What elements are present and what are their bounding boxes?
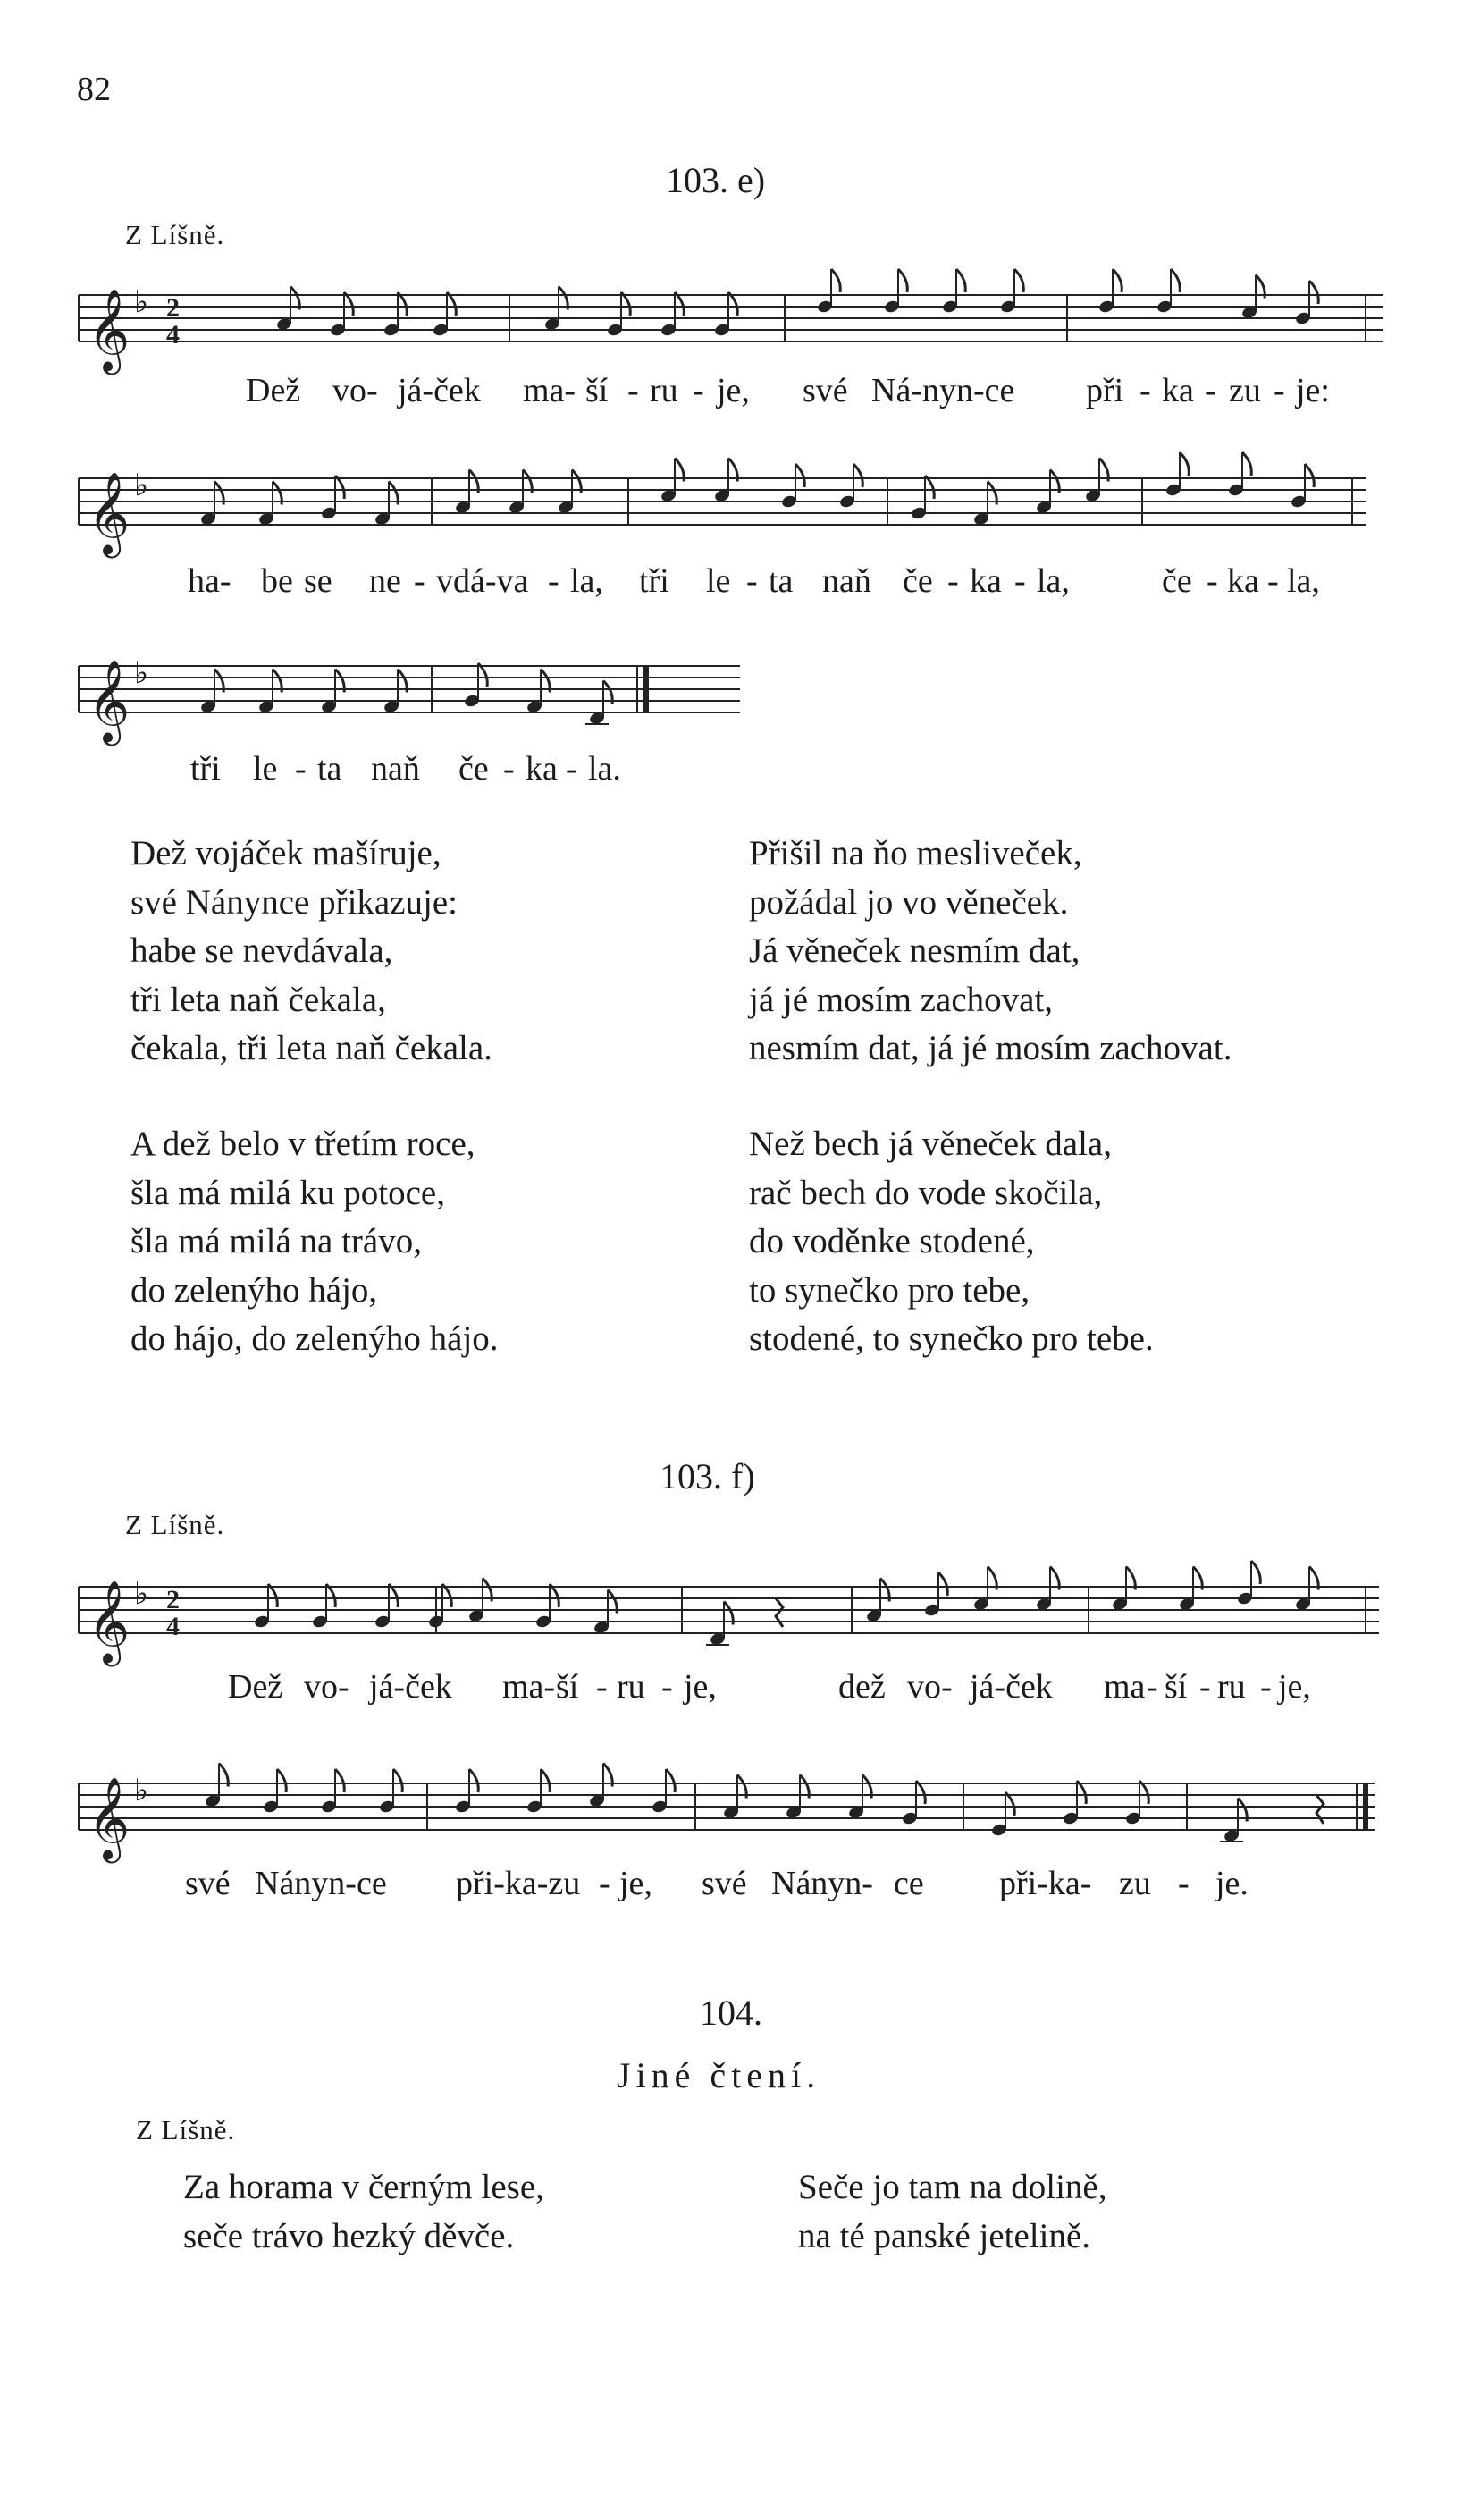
note-flag-icon bbox=[1309, 281, 1318, 304]
lyric-syllable: - bbox=[1260, 1668, 1272, 1706]
lyric-syllable: - bbox=[1205, 372, 1216, 409]
lyric-syllable: če bbox=[1162, 562, 1192, 600]
lyric-syllable: vo- bbox=[304, 1668, 349, 1706]
treble-clef-icon: 𝄞 bbox=[88, 288, 130, 371]
lyrics-line-103e-3 bbox=[0, 749, 1463, 794]
lyric-syllable: Nányn-ce bbox=[255, 1865, 387, 1902]
lyric-syllable: - bbox=[414, 562, 425, 600]
note-flag-icon bbox=[831, 269, 840, 292]
lyric-syllable: Nányn- bbox=[771, 1865, 873, 1902]
lyric-syllable: - bbox=[1199, 1668, 1211, 1706]
treble-clef-icon: 𝄞 bbox=[88, 1580, 130, 1663]
lyric-syllable: zu bbox=[1119, 1865, 1151, 1902]
lyric-syllable: be bbox=[261, 562, 293, 600]
verse-line: seče trávo hezký děvče. bbox=[183, 2216, 515, 2255]
page-number: 82 bbox=[77, 71, 111, 108]
stanza-104-1 bbox=[183, 2163, 544, 2261]
lyric-syllable: Dež bbox=[228, 1668, 283, 1706]
lyric-syllable: ru bbox=[1217, 1668, 1246, 1706]
lyric-syllable: své bbox=[702, 1865, 747, 1902]
lyric-syllable: - bbox=[1267, 562, 1279, 600]
lyric-syllable: ší bbox=[585, 372, 609, 409]
staff-svg bbox=[79, 639, 740, 746]
verse-line: Přišil na ňo mesliveček, bbox=[749, 834, 1082, 872]
lyric-syllable: ta bbox=[769, 562, 794, 600]
lyric-syllable: já-ček bbox=[398, 372, 481, 409]
song-origin-104: Z Líšně. bbox=[136, 2114, 236, 2145]
verse-line: tři leta naň čekala, bbox=[130, 980, 386, 1019]
note-flag-icon bbox=[898, 269, 907, 292]
lyric-syllable: dež bbox=[838, 1668, 886, 1706]
stanza-104-2 bbox=[798, 2163, 1106, 2261]
lyric-syllable: - bbox=[627, 372, 639, 409]
music-staff-103f-1 bbox=[79, 1560, 1379, 1667]
song-title-104: 104. bbox=[700, 1993, 762, 2033]
verse-line: já jé mosím zachovat, bbox=[749, 980, 1054, 1019]
lyrics-line-103e-2 bbox=[0, 561, 1463, 606]
verse-line: čekala, tři leta naň čekala. bbox=[130, 1029, 492, 1067]
lyric-syllable: při-ka-zu bbox=[456, 1865, 581, 1902]
verse-line: šla má milá na trávo, bbox=[130, 1222, 422, 1260]
verse-line: šla má milá ku potoce, bbox=[130, 1173, 445, 1212]
lyric-syllable: je, bbox=[1278, 1668, 1311, 1706]
lyric-syllable: - bbox=[596, 1668, 608, 1706]
note-flag-icon bbox=[1305, 464, 1314, 487]
lyric-syllable: ru bbox=[617, 1668, 645, 1706]
lyric-syllable: je. bbox=[1215, 1865, 1249, 1902]
note-flag-icon bbox=[938, 1572, 947, 1596]
flat-icon: ♭ bbox=[134, 1773, 149, 1808]
lyric-syllable: la, bbox=[1287, 562, 1320, 600]
lyric-syllable: - bbox=[746, 562, 758, 600]
lyric-syllable: zu bbox=[1229, 372, 1261, 409]
lyric-syllable: če bbox=[458, 750, 489, 788]
lyric-syllable: při bbox=[1086, 372, 1124, 409]
lyric-syllable: - bbox=[548, 562, 559, 600]
music-staff-103e-1 bbox=[79, 268, 1383, 375]
lyric-syllable: - bbox=[1274, 372, 1285, 409]
lyric-syllable: la, bbox=[570, 562, 603, 600]
lyric-syllable: - bbox=[1014, 562, 1026, 600]
lyric-syllable: ma- bbox=[523, 372, 576, 409]
verse-line: A dež belo v třetím roce, bbox=[130, 1125, 475, 1163]
lyric-syllable: - bbox=[947, 562, 959, 600]
note-flag-icon bbox=[393, 1769, 402, 1792]
lyric-syllable: tři bbox=[639, 562, 669, 600]
verse-line: Seče jo tam na dolině, bbox=[798, 2168, 1107, 2206]
lyric-syllable: tři bbox=[190, 750, 221, 788]
lyric-syllable: já-ček bbox=[970, 1668, 1053, 1706]
lyric-syllable: - bbox=[599, 1865, 610, 1902]
lyric-syllable: naň bbox=[822, 562, 871, 600]
note-flag-icon bbox=[277, 1769, 286, 1792]
verse-line: to synečko pro tebe, bbox=[749, 1270, 1030, 1310]
stanza-103e-4 bbox=[749, 1120, 1154, 1364]
lyric-syllable: při-ka- bbox=[999, 1865, 1092, 1902]
note-flag-icon bbox=[853, 464, 862, 487]
note-flag-icon bbox=[469, 1769, 478, 1792]
lyric-syllable: ha- bbox=[188, 562, 231, 600]
lyric-syllable: ce bbox=[894, 1865, 924, 1902]
verse-line: Za horama v černým lese, bbox=[183, 2168, 544, 2206]
flat-icon: ♭ bbox=[134, 468, 149, 503]
lyric-syllable: Ná-nyn-ce bbox=[871, 372, 1015, 409]
note-flag-icon bbox=[795, 464, 804, 487]
verse-line: Než bech já věneček dala, bbox=[749, 1125, 1112, 1163]
lyric-syllable: se bbox=[304, 562, 332, 600]
lyrics-line-103f-2 bbox=[0, 1864, 1463, 1909]
note-flag-icon bbox=[541, 1769, 550, 1792]
lyric-syllable: ma- bbox=[502, 1668, 556, 1706]
lyric-syllable: - bbox=[566, 750, 577, 788]
verse-line: požádal jo vo věneček. bbox=[749, 882, 1069, 922]
lyric-syllable: le bbox=[706, 562, 731, 600]
staff-svg bbox=[79, 268, 1383, 375]
lyric-syllable: ru bbox=[650, 372, 678, 409]
music-staff-103f-2 bbox=[79, 1757, 1375, 1864]
flat-icon: ♭ bbox=[134, 284, 149, 320]
quarter-rest-icon bbox=[1316, 1795, 1324, 1824]
song-subtitle-104: Jiné čtení. bbox=[617, 2055, 821, 2095]
lyric-syllable: vo- bbox=[332, 372, 378, 409]
time-signature-icon: 4 bbox=[166, 1612, 180, 1641]
lyric-syllable: - bbox=[295, 750, 307, 788]
song-title-103e: 103. e) bbox=[666, 160, 766, 200]
lyric-syllable: ší bbox=[1165, 1668, 1188, 1706]
note-flag-icon bbox=[1014, 269, 1023, 292]
note-flag-icon bbox=[1242, 452, 1251, 476]
lyric-syllable: je, bbox=[717, 372, 750, 409]
note-flag-icon bbox=[666, 1769, 675, 1792]
lyric-syllable: ka bbox=[526, 750, 558, 788]
lyric-syllable: la. bbox=[588, 750, 621, 788]
song-title-103f: 103. f) bbox=[660, 1456, 755, 1496]
lyric-syllable: ne bbox=[369, 562, 401, 600]
lyrics-line-103e-1 bbox=[0, 371, 1463, 416]
verse-line: do voděnke stodené, bbox=[749, 1222, 1035, 1260]
verse-line: do zelenýho hájo, bbox=[130, 1270, 378, 1310]
lyric-syllable: - bbox=[1207, 562, 1218, 600]
verse-line: nesmím dat, já jé mosím zachovat. bbox=[749, 1029, 1232, 1067]
time-signature-icon: 4 bbox=[166, 320, 180, 350]
lyrics-line-103f-1 bbox=[0, 1667, 1463, 1712]
lyric-syllable: vo- bbox=[907, 1668, 953, 1706]
staff-svg bbox=[79, 1757, 1375, 1864]
lyric-syllable: la, bbox=[1037, 562, 1070, 600]
verse-line: Dež vojáček mašíruje, bbox=[130, 834, 441, 872]
lyric-syllable: já-ček bbox=[369, 1668, 452, 1706]
quarter-rest-icon bbox=[776, 1598, 783, 1627]
stanza-103e-3 bbox=[130, 1120, 499, 1364]
treble-clef-icon: 𝄞 bbox=[88, 471, 130, 554]
lyric-syllable: ma bbox=[1104, 1668, 1146, 1706]
lyric-syllable: své bbox=[185, 1865, 231, 1902]
lyric-syllable: ta bbox=[317, 750, 342, 788]
lyric-syllable: - bbox=[1178, 1865, 1190, 1902]
verse-line: stodené, to synečko pro tebe. bbox=[749, 1319, 1154, 1358]
stanza-103e-2 bbox=[749, 830, 1232, 1074]
song-origin-103e: Z Líšně. bbox=[125, 219, 225, 250]
stanza-103e-1 bbox=[130, 830, 492, 1074]
verse-line: rač bech do vode skočila, bbox=[749, 1173, 1103, 1212]
treble-clef-icon: 𝄞 bbox=[88, 1776, 130, 1859]
lyric-syllable: ší bbox=[556, 1668, 579, 1706]
lyric-syllable: - bbox=[661, 1668, 673, 1706]
verse-line: Já věneček nesmím dat, bbox=[749, 931, 1080, 970]
music-staff-103e-3 bbox=[79, 639, 740, 746]
lyric-syllable: je, bbox=[684, 1668, 717, 1706]
lyric-syllable: - bbox=[503, 750, 515, 788]
note-flag-icon bbox=[956, 269, 965, 292]
lyric-syllable: vdá-va bbox=[436, 562, 529, 600]
time-signature-icon: 2 bbox=[166, 293, 180, 323]
verse-line: habe se nevdávala, bbox=[130, 931, 393, 970]
verse-line: do hájo, do zelenýho hájo. bbox=[130, 1319, 499, 1358]
staff-svg bbox=[79, 1560, 1379, 1667]
staff-svg bbox=[79, 451, 1366, 559]
time-signature-icon: 2 bbox=[166, 1585, 180, 1614]
lyric-syllable: ka bbox=[970, 562, 1002, 600]
verse-line: své Nánynce přikazuje: bbox=[130, 882, 458, 922]
lyric-syllable: své bbox=[803, 372, 848, 409]
lyric-syllable: če bbox=[903, 562, 933, 600]
verse-line: na té panské jetelině. bbox=[798, 2216, 1091, 2255]
lyric-syllable: je, bbox=[619, 1865, 652, 1902]
treble-clef-icon: 𝄞 bbox=[88, 659, 130, 742]
song-origin-103f: Z Líšně. bbox=[125, 1509, 225, 1540]
lyric-syllable: - bbox=[1147, 1668, 1158, 1706]
note-flag-icon bbox=[1180, 452, 1189, 476]
flat-icon: ♭ bbox=[134, 1576, 149, 1612]
lyric-syllable: je: bbox=[1296, 372, 1330, 409]
note-flag-icon bbox=[335, 1769, 344, 1792]
lyric-syllable: ka bbox=[1162, 372, 1194, 409]
note-flag-icon bbox=[1171, 269, 1180, 292]
lyric-syllable: - bbox=[693, 372, 704, 409]
lyric-syllable: Dež bbox=[246, 372, 301, 409]
note-flag-icon bbox=[1113, 269, 1122, 292]
lyric-syllable: naň bbox=[371, 750, 420, 788]
note-flag-icon bbox=[1251, 1561, 1260, 1584]
lyric-syllable: ka bbox=[1227, 562, 1259, 600]
music-staff-103e-2 bbox=[79, 451, 1366, 559]
flat-icon: ♭ bbox=[134, 655, 149, 691]
lyric-syllable: le bbox=[253, 750, 278, 788]
lyric-syllable: - bbox=[1139, 372, 1151, 409]
